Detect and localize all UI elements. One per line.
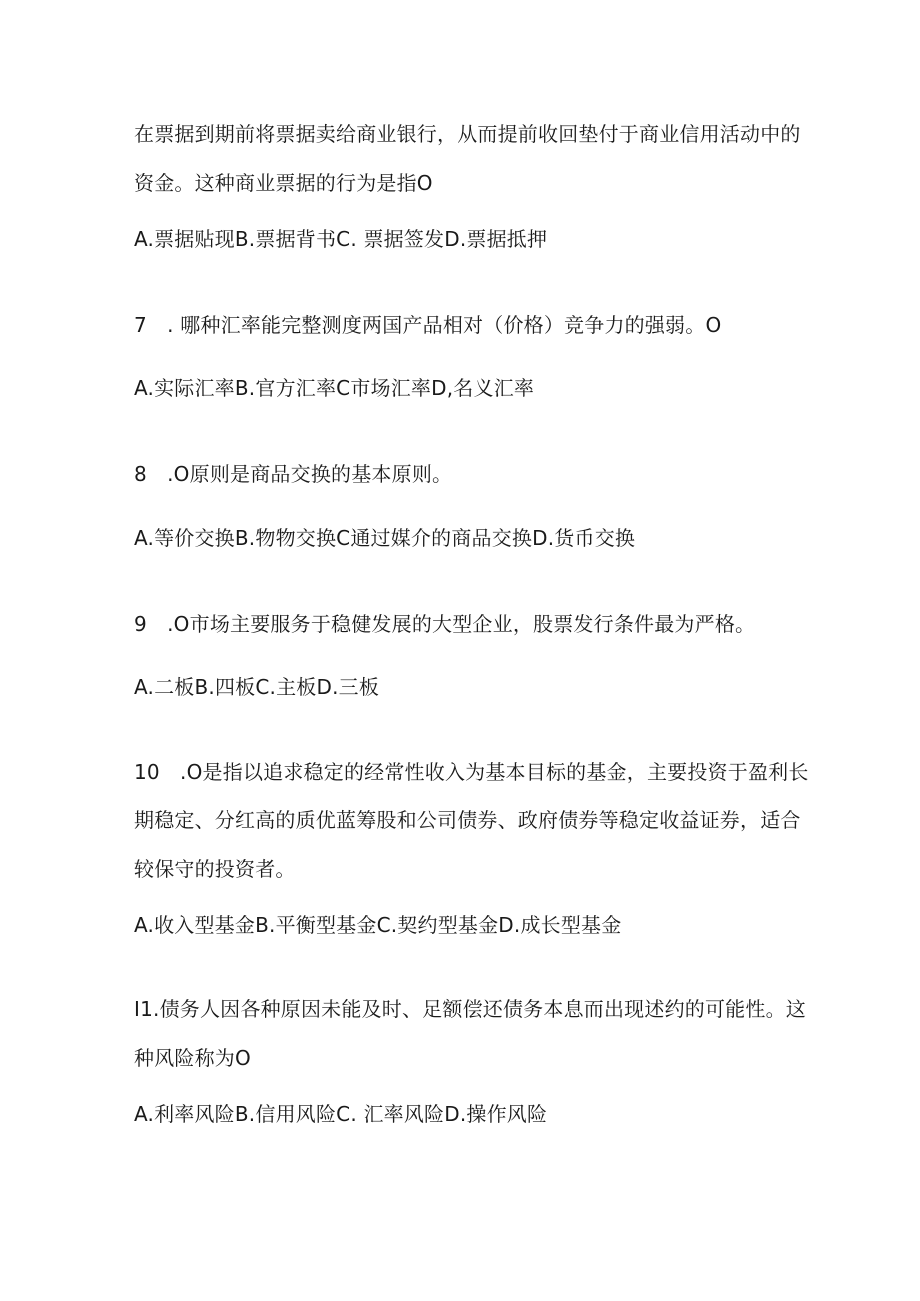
q10-stem-line1: 10 .O是指以追求稳定的经常性收入为基本目标的基金，主要投资于盈利长	[134, 760, 809, 784]
q8-stem: 8 .O原则是商品交换的基本原则。	[134, 462, 453, 486]
q9-options: A.二板B.四板C.主板D.三板	[134, 675, 380, 699]
q9-stem: 9 .O市场主要服务于稳健发展的大型企业，股票发行条件最为严格。	[134, 612, 756, 636]
q7-stem: 7 . 哪种汇率能完整测度两国产品相对（价格）竞争力的强弱。O	[134, 313, 722, 337]
q7-options: A.实际汇率B.官方汇率C市场汇率D,名义汇率	[134, 376, 535, 400]
q10-stem-line3: 较保守的投资者。	[134, 857, 296, 881]
q11-stem-line1: I1.债务人因各种原因未能及时、足额偿还债务本息而出现述约的可能性。这	[134, 997, 806, 1021]
q8-options: A.等价交换B.物物交换C通过媒介的商品交换D.货币交换	[134, 526, 636, 550]
q10-options: A.收入型基金B.平衡型基金C.契约型基金D.成长型基金	[134, 913, 622, 937]
q10-stem-line2: 期稳定、分红高的质优蓝筹股和公司债券、政府债券等稳定收益证券，适合	[134, 808, 801, 832]
q6-stem-line1: 在票据到期前将票据卖给商业银行，从而提前收回垫付于商业信用活动中的	[134, 122, 801, 146]
q6-options: A.票据贴现B.票据背书C. 票据签发D.票据抵押	[134, 227, 548, 251]
q11-stem-line2: 种风险称为O	[134, 1046, 251, 1070]
q11-options: A.利率风险B.信用风险C. 汇率风险D.操作风险	[134, 1102, 548, 1126]
q6-stem-line2: 资金。这种商业票据的行为是指O	[134, 171, 433, 195]
